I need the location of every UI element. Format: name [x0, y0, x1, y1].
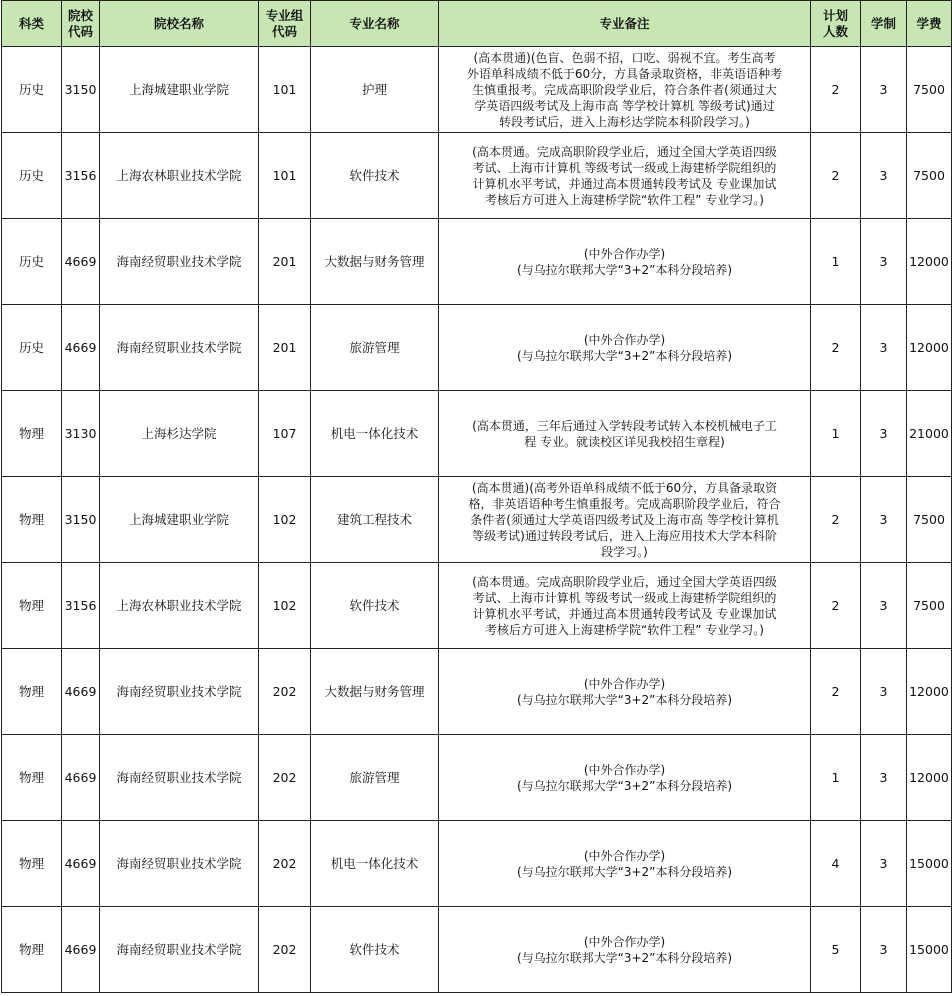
- cell-group-code: 102: [259, 477, 311, 563]
- cell-plan: 2: [811, 133, 861, 219]
- remark-line: 考试、上海市计算机 等级考试一级或上海建桥学院组织的: [472, 160, 777, 175]
- cell-school-name: 海南经贸职业技术学院: [100, 907, 259, 993]
- table-row: [2, 305, 952, 391]
- table-row: [2, 391, 952, 477]
- cell-group-code: 201: [259, 305, 311, 391]
- remark-line: (高本贯通，三年后通过入学转段考试转入本校机械电子工: [472, 418, 777, 433]
- cell-group-code: 202: [259, 735, 311, 821]
- remark-line: (中外合作办学): [583, 934, 666, 949]
- table-row: [2, 133, 952, 219]
- cell-group-code: 101: [259, 133, 311, 219]
- cell-major-name: 机电一体化技术: [311, 391, 439, 477]
- cell-remarks: [439, 47, 811, 133]
- remark-line: 程 专业。就读校区详见我校招生章程): [524, 434, 725, 449]
- cell-major-name: 软件技术: [311, 133, 439, 219]
- cell-plan: 1: [811, 219, 861, 305]
- cell-tuition: 12000: [907, 305, 952, 391]
- cell-major-name: 软件技术: [311, 907, 439, 993]
- remark-line: 生慎重报考。完成高职阶段学业后，符合条件者(须通过大: [472, 82, 777, 97]
- cell-tuition: 7500: [907, 477, 952, 563]
- remark-line: (中外合作办学): [583, 332, 666, 347]
- cell-school-code: 4669: [62, 735, 100, 821]
- header-remarks: 专业备注: [439, 1, 811, 47]
- table-row: [2, 735, 952, 821]
- cell-major-name: 软件技术: [311, 563, 439, 649]
- cell-remarks: [439, 219, 811, 305]
- remark-line: 考试、上海市计算机 等级考试一级或上海建桥学院组织的: [472, 590, 777, 605]
- cell-tuition: 21000: [907, 391, 952, 477]
- table-row: [2, 907, 952, 993]
- remark-line: (中外合作办学): [583, 762, 666, 777]
- cell-plan: 2: [811, 47, 861, 133]
- cell-subject: 历史: [2, 305, 62, 391]
- cell-school-code: 3156: [62, 133, 100, 219]
- cell-remarks: [439, 907, 811, 993]
- header-major-name: 专业名称: [311, 1, 439, 47]
- cell-major-name: 护理: [311, 47, 439, 133]
- remark-line: (中外合作办学): [583, 848, 666, 863]
- cell-school-code: 3130: [62, 391, 100, 477]
- cell-remarks: [439, 391, 811, 477]
- remark-line: (与乌拉尔联邦大学“3+2”本科分段培养): [516, 262, 733, 277]
- table-row: [2, 47, 952, 133]
- header-duration: 学制: [861, 1, 907, 47]
- cell-major-name: 建筑工程技术: [311, 477, 439, 563]
- header-row: [2, 1, 952, 47]
- cell-school-name: 上海农林职业技术学院: [100, 563, 259, 649]
- cell-group-code: 102: [259, 563, 311, 649]
- cell-school-code: 4669: [62, 649, 100, 735]
- remark-line: 学英语四级考试及上海市高 等学校计算机 等级考试)通过: [474, 98, 775, 113]
- cell-plan: 2: [811, 563, 861, 649]
- cell-group-code: 202: [259, 907, 311, 993]
- cell-tuition: 12000: [907, 735, 952, 821]
- cell-duration: 3: [861, 219, 907, 305]
- remark-line: 格，非英语语种考生慎重报考。完成高职阶段学业后，符合: [468, 496, 781, 511]
- remark-line: (高本贯通。完成高职阶段学业后，通过全国大学英语四级: [472, 574, 777, 589]
- cell-tuition: 15000: [907, 821, 952, 907]
- cell-subject: 历史: [2, 219, 62, 305]
- remark-line: 段学习。): [601, 544, 648, 559]
- cell-plan: 1: [811, 391, 861, 477]
- cell-duration: 3: [861, 133, 907, 219]
- remark-line: (中外合作办学): [583, 246, 666, 261]
- remark-line: 计算机水平考试，并通过高本贯通转段考试及 专业课加试: [472, 606, 777, 621]
- remark-line: (高本贯通)(色盲、色弱不招，口吃、弱视不宜。考生高考: [473, 50, 776, 65]
- cell-group-code: 202: [259, 821, 311, 907]
- table-row: [2, 219, 952, 305]
- remark-line: 计算机水平考试，并通过高本贯通转段考试及 专业课加试: [472, 176, 777, 191]
- cell-school-code: 4669: [62, 305, 100, 391]
- header-subject: 科类: [2, 1, 62, 47]
- cell-group-code: 101: [259, 47, 311, 133]
- remark-line: (与乌拉尔联邦大学“3+2”本科分段培养): [516, 778, 733, 793]
- cell-tuition: 12000: [907, 649, 952, 735]
- cell-duration: 3: [861, 563, 907, 649]
- cell-school-code: 4669: [62, 821, 100, 907]
- cell-subject: 历史: [2, 133, 62, 219]
- cell-subject: 历史: [2, 47, 62, 133]
- remark-line: 考核后方可进入上海建桥学院“软件工程” 专业学习。): [485, 192, 764, 207]
- header-plan: 计划 人数: [811, 1, 861, 47]
- cell-remarks: [439, 735, 811, 821]
- cell-tuition: 12000: [907, 219, 952, 305]
- cell-remarks: [439, 305, 811, 391]
- cell-duration: 3: [861, 649, 907, 735]
- cell-school-code: 3150: [62, 47, 100, 133]
- cell-group-code: 107: [259, 391, 311, 477]
- remark-line: (与乌拉尔联邦大学“3+2”本科分段培养): [516, 348, 733, 363]
- cell-major-name: 旅游管理: [311, 735, 439, 821]
- cell-plan: 2: [811, 305, 861, 391]
- cell-duration: 3: [861, 907, 907, 993]
- cell-tuition: 7500: [907, 563, 952, 649]
- cell-school-code: 3156: [62, 563, 100, 649]
- cell-subject: 物理: [2, 649, 62, 735]
- cell-school-code: 3150: [62, 477, 100, 563]
- cell-subject: 物理: [2, 735, 62, 821]
- cell-school-code: 4669: [62, 219, 100, 305]
- cell-school-name: 海南经贸职业技术学院: [100, 219, 259, 305]
- cell-duration: 3: [861, 735, 907, 821]
- remark-line: 条件者(须通过大学英语四级考试及上海市高 等学校计算机: [470, 512, 779, 527]
- admissions-table: [1, 0, 952, 993]
- cell-subject: 物理: [2, 907, 62, 993]
- cell-duration: 3: [861, 391, 907, 477]
- table-row: [2, 563, 952, 649]
- cell-tuition: 7500: [907, 47, 952, 133]
- remark-line: 等级考试)通过转段考试后，进入上海应用技术大学本科阶: [472, 528, 777, 543]
- remark-line: (与乌拉尔联邦大学“3+2”本科分段培养): [516, 864, 733, 879]
- cell-duration: 3: [861, 47, 907, 133]
- header-school-name: 院校名称: [100, 1, 259, 47]
- remark-line: (高本贯通)(高考外语单科成绩不低于60分，方具备录取资: [471, 480, 778, 495]
- cell-school-name: 上海杉达学院: [100, 391, 259, 477]
- cell-major-name: 大数据与财务管理: [311, 219, 439, 305]
- remark-line: (与乌拉尔联邦大学“3+2”本科分段培养): [516, 692, 733, 707]
- header-group-code: 专业组 代码: [259, 1, 311, 47]
- remark-line: 转段考试后，进入上海杉达学院本科阶段学习。): [499, 114, 750, 129]
- table-row: [2, 821, 952, 907]
- cell-duration: 3: [861, 821, 907, 907]
- cell-group-code: 202: [259, 649, 311, 735]
- cell-subject: 物理: [2, 563, 62, 649]
- cell-subject: 物理: [2, 391, 62, 477]
- remark-line: (与乌拉尔联邦大学“3+2”本科分段培养): [516, 950, 733, 965]
- cell-major-name: 机电一体化技术: [311, 821, 439, 907]
- cell-plan: 4: [811, 821, 861, 907]
- table-row: [2, 477, 952, 563]
- cell-remarks: [439, 563, 811, 649]
- cell-subject: 物理: [2, 821, 62, 907]
- table-row: [2, 649, 952, 735]
- cell-remarks: [439, 649, 811, 735]
- remark-line: 外语单科成绩不低于60分，方具备录取资格，非英语语种考: [466, 66, 783, 81]
- cell-school-name: 海南经贸职业技术学院: [100, 305, 259, 391]
- cell-school-name: 海南经贸职业技术学院: [100, 821, 259, 907]
- cell-school-name: 上海城建职业学院: [100, 477, 259, 563]
- table-body: [2, 47, 952, 993]
- cell-major-name: 大数据与财务管理: [311, 649, 439, 735]
- cell-subject: 物理: [2, 477, 62, 563]
- cell-remarks: [439, 821, 811, 907]
- cell-group-code: 201: [259, 219, 311, 305]
- cell-plan: 5: [811, 907, 861, 993]
- cell-major-name: 旅游管理: [311, 305, 439, 391]
- cell-duration: 3: [861, 477, 907, 563]
- cell-remarks: [439, 133, 811, 219]
- cell-tuition: 15000: [907, 907, 952, 993]
- header-school-code: 院校 代码: [62, 1, 100, 47]
- cell-plan: 2: [811, 649, 861, 735]
- cell-school-name: 海南经贸职业技术学院: [100, 735, 259, 821]
- remark-line: (高本贯通。完成高职阶段学业后，通过全国大学英语四级: [472, 144, 777, 159]
- cell-school-name: 上海农林职业技术学院: [100, 133, 259, 219]
- cell-school-name: 上海城建职业学院: [100, 47, 259, 133]
- cell-plan: 1: [811, 735, 861, 821]
- cell-school-name: 海南经贸职业技术学院: [100, 649, 259, 735]
- header-tuition: 学费: [907, 1, 952, 47]
- remark-line: 考核后方可进入上海建桥学院“软件工程” 专业学习。): [485, 622, 764, 637]
- cell-school-code: 4669: [62, 907, 100, 993]
- cell-duration: 3: [861, 305, 907, 391]
- cell-remarks: [439, 477, 811, 563]
- cell-tuition: 7500: [907, 133, 952, 219]
- cell-plan: 2: [811, 477, 861, 563]
- remark-line: (中外合作办学): [583, 676, 666, 691]
